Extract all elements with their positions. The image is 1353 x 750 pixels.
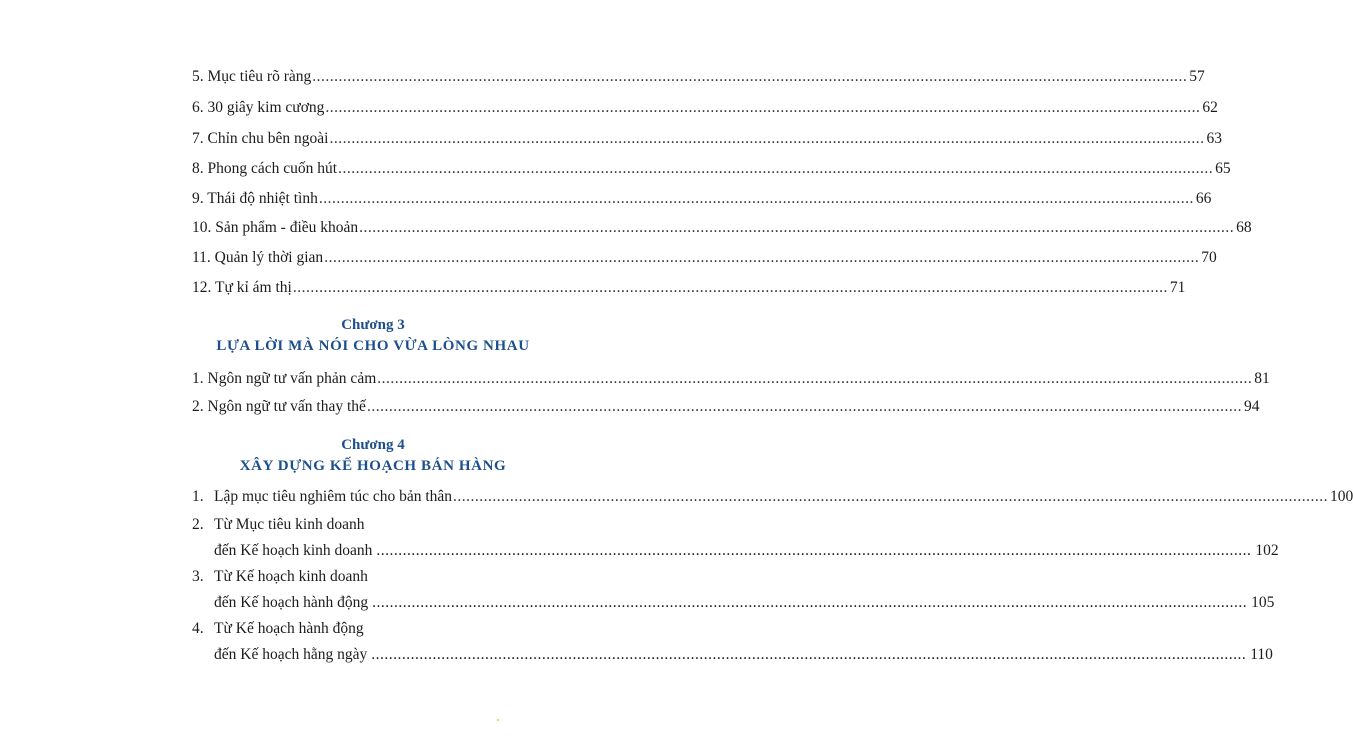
leader-dots: ........................................................................................................................................................................................................ [376, 542, 1252, 559]
toc-entry-number: 1. [192, 488, 204, 505]
chapter-title: XÂY DỰNG KẾ HOẠCH BÁN HÀNG [239, 458, 507, 474]
toc-entry-label: Từ Mục tiêu kinh doanh [214, 516, 365, 533]
toc-entry-label: 8. Phong cách cuốn hút [192, 160, 338, 177]
toc-entry-label: 11. Quản lý thời gian [192, 249, 324, 266]
leader-dots: ........................................................................................................................................................................................................ [359, 219, 1235, 236]
toc-entry [192, 189, 1212, 209]
toc-entry [192, 278, 1186, 298]
toc-page-number: 100 [1330, 488, 1353, 505]
toc-page-number: 110 [1250, 646, 1273, 663]
toc-entry [192, 248, 1217, 268]
toc-page-number: 102 [1255, 542, 1279, 559]
print-speck [497, 719, 499, 721]
chapter-title: LỰA LỜI MÀ NÓI CHO VỪA LÒNG NHAU [216, 338, 530, 354]
toc-entry [192, 369, 1270, 389]
toc-entry [192, 98, 1218, 118]
toc-page-number: 70 [1201, 249, 1217, 266]
leader-dots: ........................................................................................................................................................................................................ [312, 68, 1188, 85]
leader-dots: ........................................................................................................................................................................................................ [372, 594, 1248, 611]
toc-page-number: 63 [1206, 130, 1222, 147]
leader-dots: ........................................................................................................................................................................................................ [329, 130, 1205, 147]
toc-entry [192, 218, 1252, 238]
toc-page-number: 105 [1251, 594, 1275, 611]
toc-page-number: 94 [1243, 398, 1260, 415]
leader-dots: ........................................................................................................................................................................................................ [377, 370, 1253, 387]
toc-entry-label: 7. Chỉn chu bên ngoài [192, 130, 329, 147]
toc-page-number: 57 [1189, 68, 1205, 85]
toc-entry [192, 397, 1260, 417]
toc-entry-label: 6. 30 giây kim cương [192, 99, 325, 116]
toc-entry-label-continued: đến Kế hoạch kinh doanh [214, 542, 373, 559]
chapter-number: Chương 3 [341, 317, 405, 333]
toc-entry-label: Lập mục tiêu nghiêm túc cho bản thân [214, 488, 453, 505]
toc-entry-label: 5. Mục tiêu rõ ràng [192, 68, 312, 85]
leader-dots: ........................................................................................................................................................................................................ [371, 646, 1247, 663]
leader-dots: ........................................................................................................................................................................................................ [366, 398, 1242, 415]
leader-dots: ........................................................................................................................................................................................................ [453, 488, 1329, 505]
toc-entry-number: 4. [192, 620, 204, 637]
leader-dots: ........................................................................................................................................................................................................ [324, 249, 1200, 266]
toc-entry-label-continued: đến Kế hoạch hành động [214, 594, 369, 611]
toc-entry-label-continued: đến Kế hoạch hằng ngày [214, 646, 368, 663]
toc-page-number: 62 [1202, 99, 1218, 116]
toc-entry-number: 3. [192, 568, 204, 585]
toc-page-number: 71 [1169, 279, 1186, 296]
leader-dots: ........................................................................................................................................................................................................ [318, 190, 1194, 207]
toc-entry [192, 67, 1205, 87]
toc-entry-label: Từ Kế hoạch kinh doanh [214, 568, 368, 585]
leader-dots: ........................................................................................................................................................................................................ [338, 160, 1214, 177]
toc-entry-label: Từ Kế hoạch hành động [214, 620, 364, 637]
toc-entry-number: 2. [192, 516, 204, 533]
toc-entry-label: 12. Tự kỉ ám thị [192, 279, 292, 296]
toc-entry [192, 129, 1222, 149]
toc-entry [192, 159, 1231, 179]
toc-page-number: 81 [1254, 370, 1270, 387]
toc-page-number: 65 [1215, 160, 1231, 177]
toc-entry-label: 9. Thái độ nhiệt tình [192, 190, 318, 207]
toc-page-number: 66 [1195, 190, 1212, 207]
toc-entry-label: 10. Sản phẩm - điều khoản [192, 219, 359, 236]
leader-dots: ........................................................................................................................................................................................................ [325, 99, 1201, 116]
toc-page-number: 68 [1236, 219, 1252, 236]
toc-entry-label: 2. Ngôn ngữ tư vấn thay thế [192, 398, 366, 415]
toc-entry-label: 1. Ngôn ngữ tư vấn phản cảm [192, 370, 377, 387]
toc-entry [192, 487, 1353, 507]
chapter-number: Chương 4 [341, 437, 405, 453]
leader-dots: ........................................................................................................................................................................................................ [292, 279, 1168, 296]
